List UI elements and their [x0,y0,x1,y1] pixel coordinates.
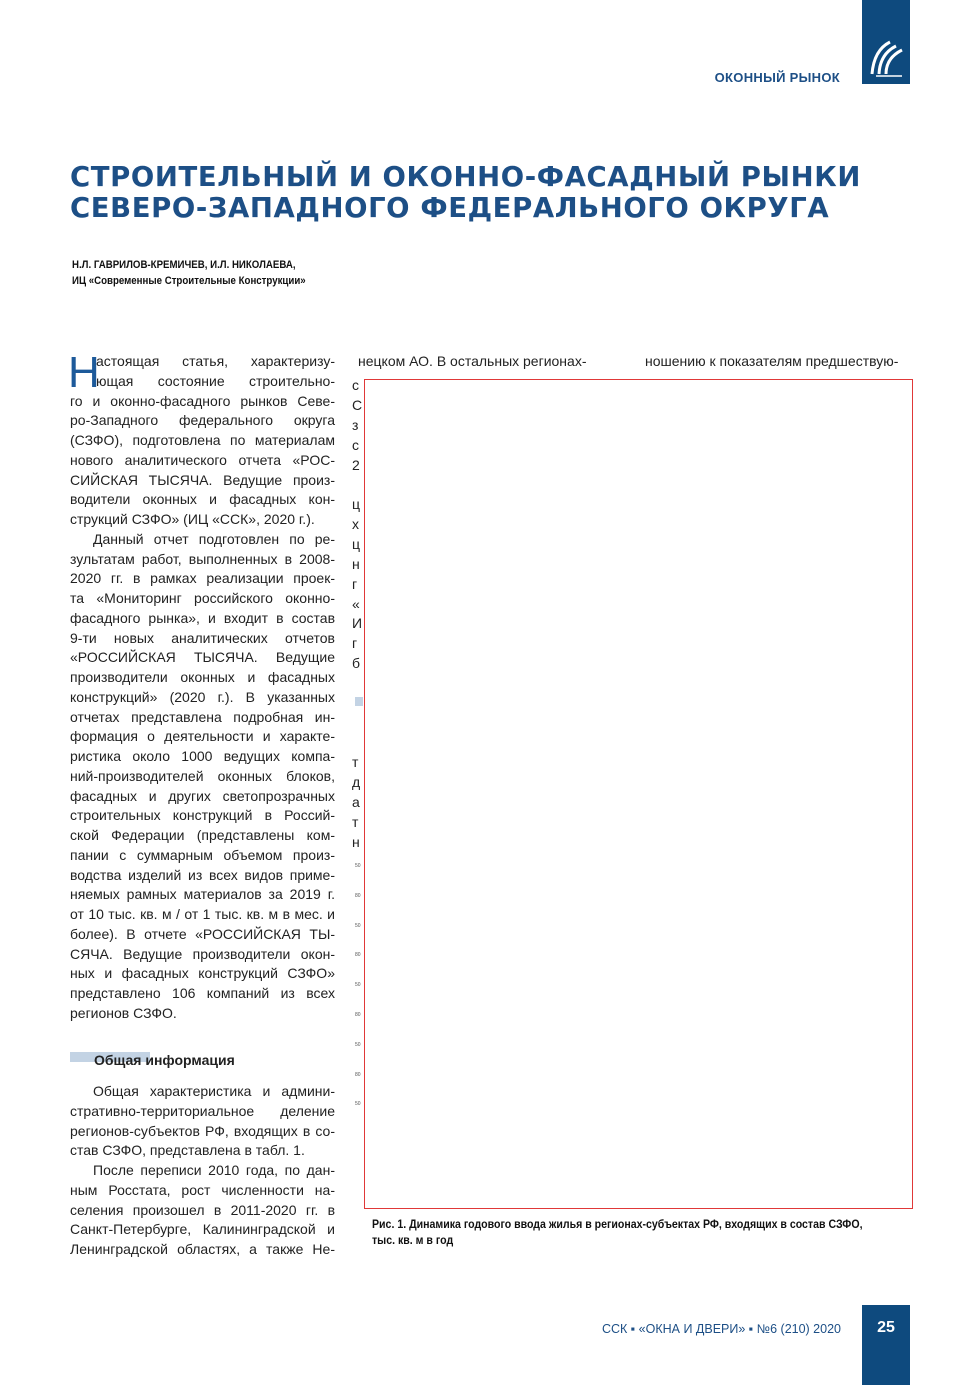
byline [72,257,306,289]
text-line: Ленинградской областях, а также Не- [70,1241,335,1257]
text-line: та «Мониторинг российского оконно- [70,590,335,606]
title-line: СЕВЕРО-ЗАПАДНОГО ФЕДЕРАЛЬНОГО ОКРУГА [70,192,830,224]
text-line: СИЙСКАЯ ТЫСЯЧА. Ведущие произ- [70,471,335,488]
text-line: стративно-территориальное деление [70,1102,335,1119]
text-line: от 10 тыс. кв. м / от 1 тыс. кв. м в мес. и [70,906,335,922]
text-line: (СЗФО), подготовлена по материалам [70,432,335,448]
axis-tick-fragment: 50 [355,922,361,929]
text-line: ской Федерации (представлены ком- [70,827,335,843]
text-line: производители оконных и фасадных [70,669,335,685]
column-1-continued-text [70,1082,335,1260]
redacted-figure-area [364,379,913,1209]
text-line: струкций СЗФО» (ИЦ «ССК», 2020 г.). [70,511,315,527]
column-1-text [68,348,335,1024]
text-fragment: з [352,417,359,433]
text-line: водители оконных и фасадных кон- [70,491,335,508]
text-fragment: ц [352,496,361,512]
text-line: ных и фасадных конструкций СЗФО» [70,965,335,982]
page-number: 25 [877,1319,895,1336]
header-tab [862,0,910,84]
text-fragment: с [352,437,359,453]
text-line: представлено 106 компаний из всех [70,985,335,1001]
text-line: Санкт-Петербурге, Калининградской и [70,1221,335,1238]
section-heading: Общая информация [70,1052,335,1068]
text-line: строительных конструкций в Россий- [70,807,335,824]
text-line: ристика около 1000 ведущих компа- [70,748,335,764]
text-fragment: г [352,635,358,651]
text-line: нового аналитического отчета «РОС- [70,451,335,468]
title-line: СТРОИТЕЛЬНЫЙ И ОКОННО-ФАСАДНЫЙ РЫНКИ [70,161,861,193]
text-line: конструкций» (2020 г.). В указанных [70,688,335,705]
text-fragment: х [352,516,359,532]
text-fragment: т [352,754,359,770]
column-3-text: ношению к показателям предшествую- [645,353,899,369]
text-line: 2020 гг. в рамках реализации проек- [70,570,335,587]
footer-tab [862,1305,910,1385]
text-line: ро-Западного федерального округа [70,412,335,429]
axis-tick-fragment: 80 [355,952,361,959]
text-line: ющая состояние строительно- [96,372,335,389]
axis-tick-fragment: 80 [355,1012,361,1018]
text-fragment: « [352,596,360,612]
text-fragment: д [352,774,361,790]
text-line: Общая характеристика и админи- [93,1083,335,1099]
text-line: пании с суммарным объемом произ- [70,846,335,863]
column-2-heading-bar [355,697,363,706]
axis-tick-fragment: 50 [355,1041,361,1048]
text-line: го и оконно-фасадного рынков Севе- [70,392,335,409]
axis-tick-fragment: 50 [355,1101,361,1108]
text-line: астоящая статья, характеризу- [96,353,335,369]
text-fragment: И [352,615,363,631]
text-line: фасадного рынка», и входит в состав [70,609,335,626]
text-line: более). В отчете «РОССИЙСКАЯ ТЫ- [70,925,335,942]
text-line: После переписи 2010 года, по дан- [93,1162,335,1178]
text-fragment: с [352,377,359,393]
text-line: формация о деятельности и характе- [70,728,335,745]
text-fragment: ц [352,536,361,552]
text-line: ным Росстата, рост численности на- [70,1181,335,1198]
text-line: няемых рамных материалов за 2019 г. [70,886,335,903]
text-fragment: н [352,556,360,572]
text-fragment: т [352,814,359,830]
footer-publication: ССК ▪ «ОКНА И ДВЕРИ» ▪ №6 (210) 2020 [601,1322,841,1336]
section-label: ОКОННЫЙ РЫНОК [714,70,840,85]
axis-tick-fragment: 50 [355,863,361,869]
text-fragment: 2 [352,457,360,473]
axis-tick-fragment: 50 [355,982,361,989]
text-fragment: г [352,576,358,592]
organization: ИЦ «Современные Строительные Конструкции» [72,275,306,287]
text-line: селения произошел в 2011-2020 гг. в [70,1201,335,1218]
text-fragment: С [352,397,363,413]
text-line: Данный отчет подготовлен по ре- [93,530,335,547]
axis-tick-fragment: 80 [355,1071,361,1078]
text-line: фасадных и других светопрозрачных [70,787,335,804]
text-fragment: а [352,794,360,810]
text-line: став СЗФО, представлена в табл. 1. [70,1142,305,1159]
text-line: зультатам работ, выполненных в 2008- [70,550,335,567]
column-2-text: нецком АО. В остальных регионах- [358,353,587,369]
text-line: ний-производителей оконных блоков, [70,767,335,784]
authors: Н.Л. ГАВРИЛОВ-КРЕМИЧЕВ, И.Л. НИКОЛАЕВА, [72,259,296,271]
text-line: 9-ти новых аналитических отчетов [70,629,335,646]
text-line: «РОССИЙСКАЯ ТЫСЯЧА. Ведущие [70,649,335,666]
text-line: СЯЧА. Ведущие производители окон- [70,945,335,962]
drop-cap: Н [68,348,100,397]
text-line: отчетах представлена подробная ин- [70,708,335,725]
axis-tick-fragment: 80 [355,892,361,899]
text-line: регионов-субъектов РФ, входящих в со- [70,1122,335,1139]
text-fragment: н [352,834,360,850]
article-title [70,162,861,224]
ssk-logo-icon [868,36,904,80]
text-line: регионов СЗФО. [70,1004,177,1021]
figure-caption: Рис. 1. Динамика годового ввода жилья в регионах-субъектах РФ, входящих в состав СЗФО, тыс. кв. м в год [372,1219,863,1247]
text-line: водства изделий из всех видов приме- [70,866,335,883]
text-fragment: б [352,655,361,671]
